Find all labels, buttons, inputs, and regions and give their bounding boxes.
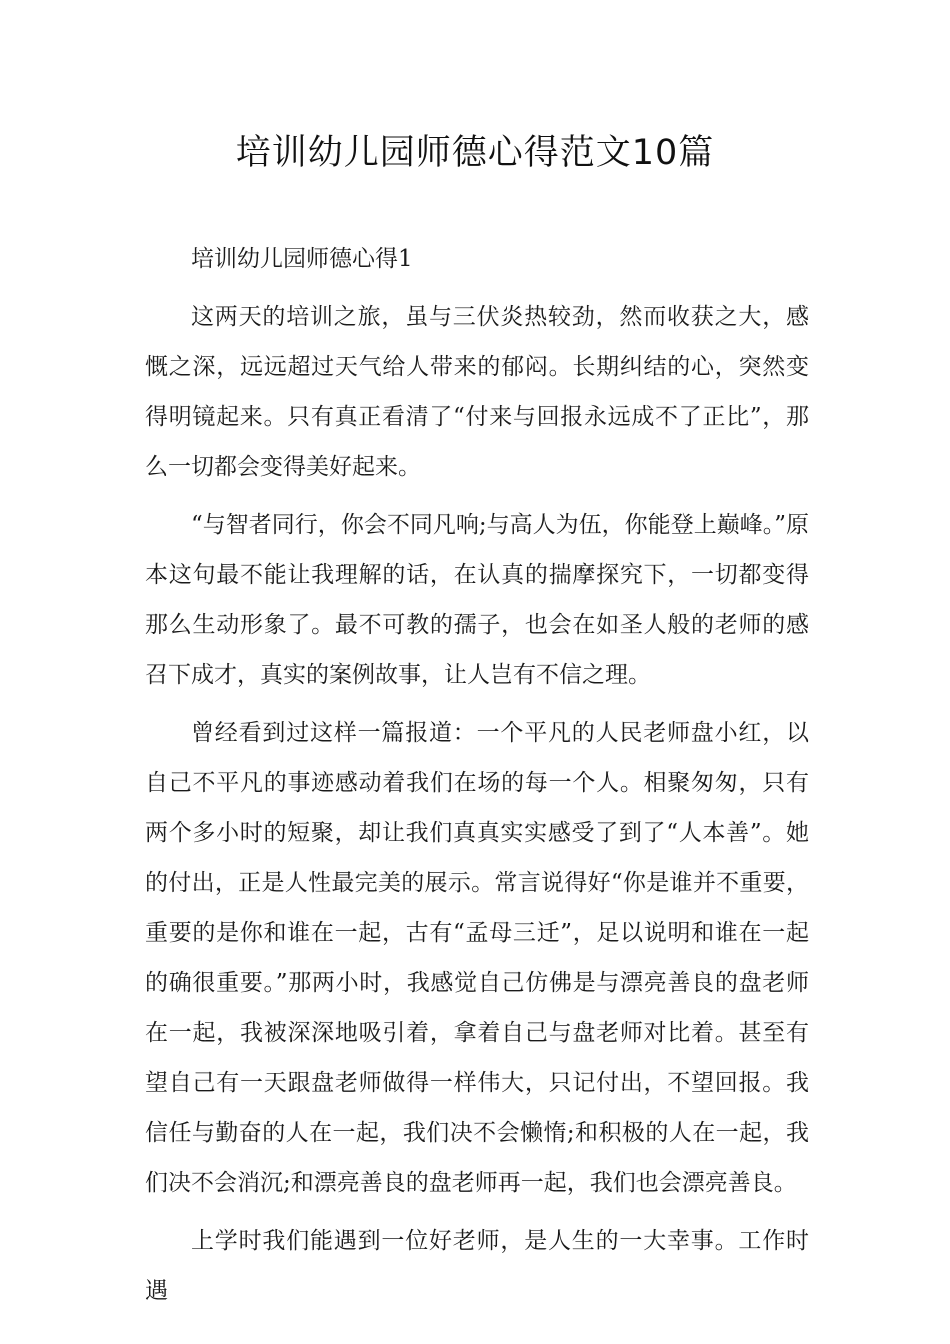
- document-body: [145, 234, 809, 1316]
- paragraph-1: 这两天的培训之旅，虽与三伏炎热较劲，然而收获之大，感慨之深，远远超过天气给人带来的郁闷。长期纠结的心，突然变得明镜起来。只有真正看清了“付来与回报永远成不了正比”，那么一切都会变得美好起来。: [145, 304, 809, 480]
- paragraph-4: 上学时我们能遇到一位好老师，是人生的一大幸事。工作时遇: [145, 1228, 809, 1304]
- paragraph-3: 曾经看到过这样一篇报道：一个平凡的人民老师盘小红，以自己不平凡的事迹感动着我们在场的每一个人。相聚匆匆，只有两个多小时的短聚，却让我们真真实实感受了到了“人本善”。她的付出，正是人性最完美的展示。常言说得好“你是谁并不重要，重要的是你和谁在一起，古有“孟母三迁”，足以说明和谁在一起的确很重要。”那两小时，我感觉自己仿佛是与漂亮善良的盘老师在一起，我被深深地吸引着，拿着自己与盘老师对比着。甚至有望自己有一天跟盘老师做得一样伟大，只记付出，不望回报。我信任与勤奋的人在一起，我们决不会懒惰;和积极的人在一起，我们决不会消沉;和漂亮善良的盘老师再一起，我们也会漂亮善良。: [145, 720, 809, 1196]
- section-heading: 培训幼儿园师德心得1: [191, 246, 413, 272]
- paragraph-2: “与智者同行，你会不同凡响;与高人为伍，你能登上巅峰。”原本这句最不能让我理解的话，在认真的揣摩探究下，一切都变得那么生动形象了。最不可教的孺子，也会在如圣人般的老师的感召下成才，真实的案例故事，让人岂有不信之理。: [145, 512, 809, 688]
- document-title: 培训幼儿园师德心得范文10篇: [235, 133, 715, 173]
